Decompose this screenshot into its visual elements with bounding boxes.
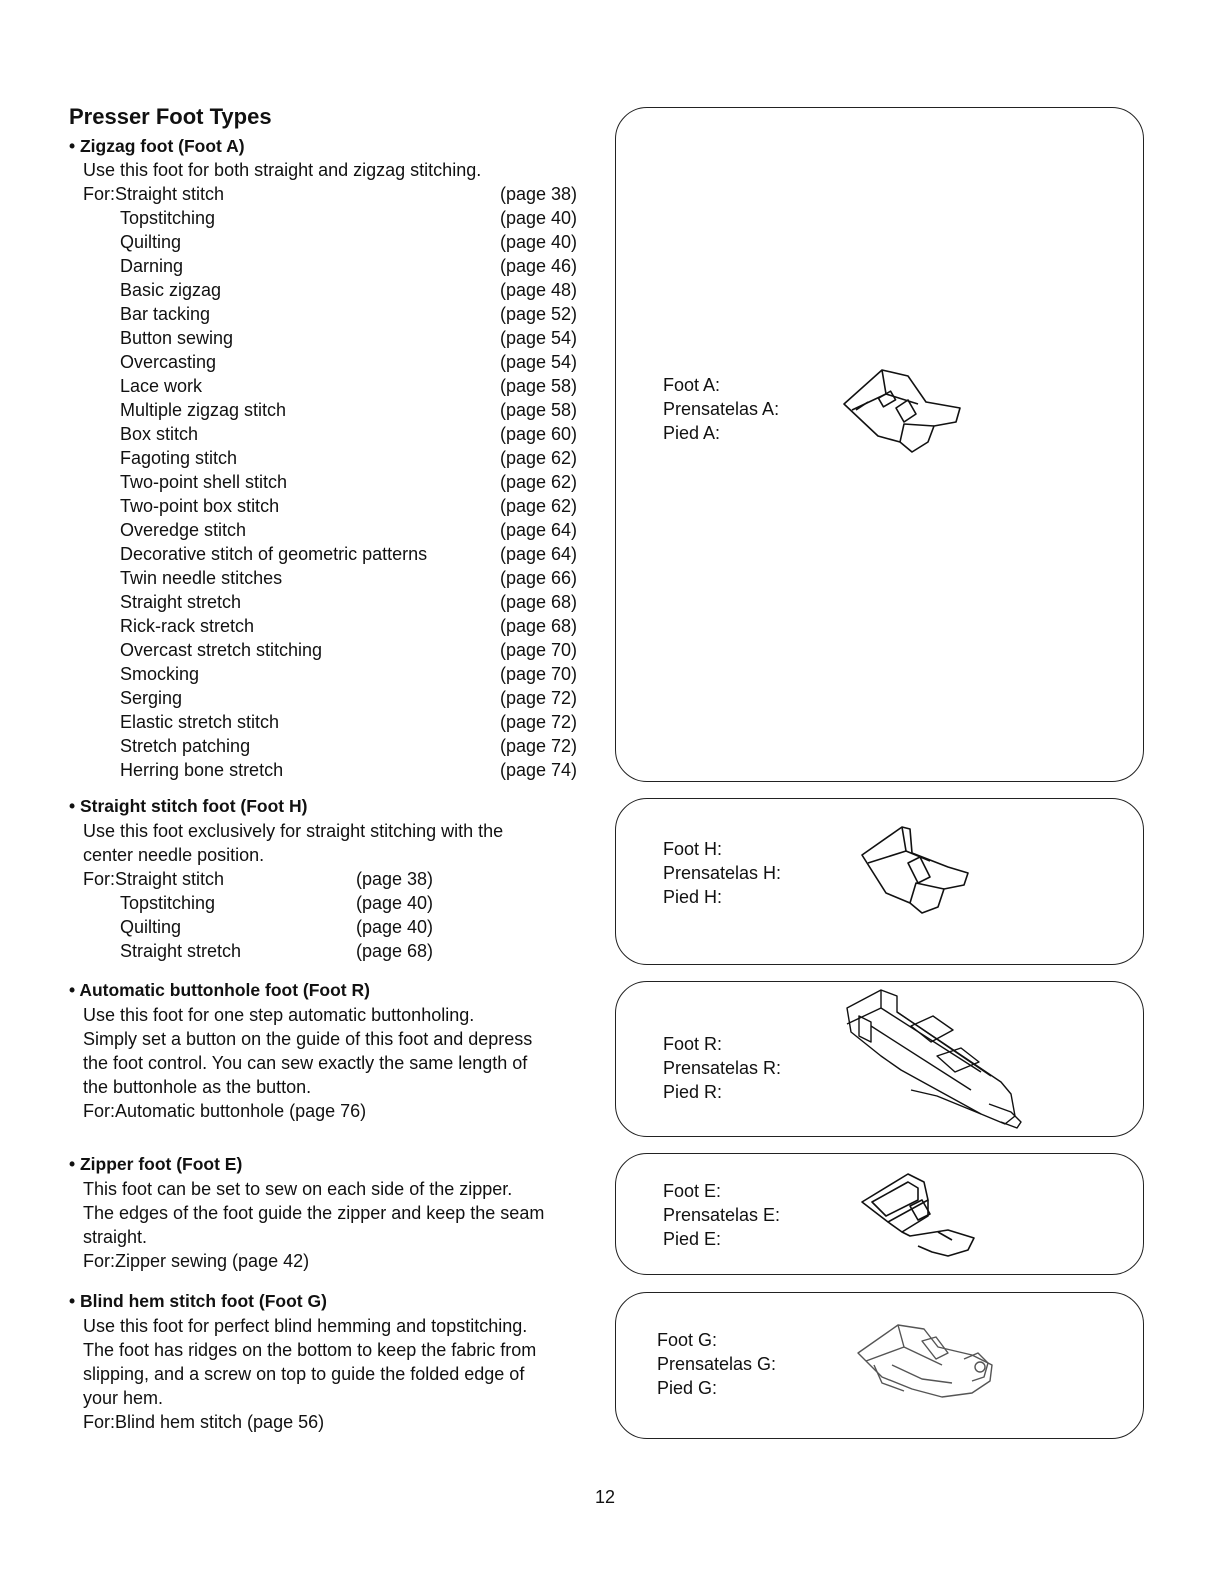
description-line: your hem.	[83, 1388, 164, 1408]
use-label: Stretch patching	[120, 736, 251, 756]
use-page-ref: (page 70)	[500, 664, 578, 684]
figure-label: Prensatelas E:	[663, 1205, 781, 1225]
section-heading-foot-e: • Zipper foot (Foot E)	[69, 1154, 243, 1174]
use-page-ref: (page 46)	[500, 256, 578, 276]
figure-labels-foot-a	[663, 373, 779, 445]
page-title: Presser Foot Types	[69, 104, 272, 129]
use-label: Overcast stretch stitching	[120, 640, 323, 660]
use-page-ref: (page 66)	[500, 568, 578, 588]
use-page-ref: (page 62)	[500, 472, 578, 492]
use-page-ref: (page 54)	[500, 352, 578, 372]
description-line: Use this foot for one step automatic buttonholing.	[83, 1005, 475, 1025]
figure-labels-foot-g	[657, 1328, 776, 1400]
use-label: Darning	[120, 256, 184, 276]
description-line: Use this foot for perfect blind hemming and topstitching.	[83, 1316, 528, 1336]
use-page-ref: (page 38)	[500, 184, 578, 204]
use-label: Fagoting stitch	[120, 448, 238, 468]
use-label: Multiple zigzag stitch	[120, 400, 287, 420]
figure-label: Pied R:	[663, 1082, 723, 1102]
figure-label: Pied E:	[663, 1229, 722, 1249]
use-label: Twin needle stitches	[120, 568, 283, 588]
use-label: Quilting	[120, 917, 182, 937]
use-page-ref: (page 62)	[500, 496, 578, 516]
section-description-foot-e	[83, 1177, 544, 1273]
section-heading-foot-g: • Blind hem stitch foot (Foot G)	[69, 1291, 327, 1311]
section-heading-foot-h: • Straight stitch foot (Foot H)	[69, 796, 308, 816]
use-label: For:Straight stitch	[83, 184, 225, 204]
use-label: Serging	[120, 688, 183, 708]
use-page-ref: (page 40)	[356, 893, 434, 913]
use-label: Two-point box stitch	[120, 496, 280, 516]
section-description-foot-r	[83, 1003, 532, 1123]
use-page-ref: (page 68)	[356, 941, 434, 961]
use-page-ref: (page 72)	[500, 736, 578, 756]
description-line: Use this foot exclusively for straight stitching with the	[83, 821, 504, 841]
use-page-ref: (page 58)	[500, 400, 578, 420]
use-page-ref: (page 64)	[500, 544, 578, 564]
description-line: the foot control. You can sew exactly the same length of	[83, 1053, 528, 1073]
description-line: This foot can be set to sew on each side of the zipper.	[83, 1179, 513, 1199]
use-page-ref: (page 70)	[500, 640, 578, 660]
foot-e-illustration	[858, 1166, 980, 1258]
use-page-ref: (page 38)	[356, 869, 434, 889]
figure-labels-foot-r	[663, 1032, 781, 1104]
use-label: Rick-rack stretch	[120, 616, 255, 636]
foot-r-illustration	[841, 986, 1031, 1134]
foot-a-illustration	[838, 364, 968, 456]
figure-box-foot-g	[615, 1292, 1144, 1439]
figure-label: Foot R:	[663, 1034, 723, 1054]
section-description-foot-g	[83, 1314, 536, 1434]
use-label: Straight stretch	[120, 941, 242, 961]
use-label: Button sewing	[120, 328, 234, 348]
section-description-foot-h	[83, 819, 503, 867]
use-label: Box stitch	[120, 424, 199, 444]
figure-box-foot-r	[615, 981, 1144, 1137]
use-page-ref: (page 74)	[500, 760, 578, 780]
use-page-ref: (page 40)	[500, 208, 578, 228]
use-label: For:Straight stitch	[83, 869, 225, 889]
figure-box-foot-h	[615, 798, 1144, 965]
use-label: Basic zigzag	[120, 280, 222, 300]
use-label: Smocking	[120, 664, 200, 684]
description-line: Simply set a button on the guide of this foot and depress	[83, 1029, 533, 1049]
figure-labels-foot-h	[663, 837, 781, 909]
use-label: Two-point shell stitch	[120, 472, 288, 492]
use-page-ref: (page 40)	[500, 232, 578, 252]
description-line: center needle position.	[83, 845, 265, 865]
description-line: For:Automatic buttonhole (page 76)	[83, 1101, 367, 1121]
use-label: Bar tacking	[120, 304, 211, 324]
description-line: Use this foot for both straight and zigzag stitching.	[83, 160, 482, 180]
figure-label: Prensatelas H:	[663, 863, 782, 883]
use-page-ref: (page 62)	[500, 448, 578, 468]
figure-box-foot-e	[615, 1153, 1144, 1275]
page-number: 12	[594, 1487, 616, 1507]
figure-label: Pied A:	[663, 423, 721, 443]
use-label: Topstitching	[120, 893, 216, 913]
description-line: slipping, and a screw on top to guide the folded edge of	[83, 1364, 525, 1384]
use-page-ref: (page 68)	[500, 592, 578, 612]
use-page-ref: (page 40)	[356, 917, 434, 937]
description-line: For:Blind hem stitch (page 56)	[83, 1412, 325, 1432]
use-page-ref: (page 54)	[500, 328, 578, 348]
use-label: Overedge stitch	[120, 520, 247, 540]
figure-labels-foot-e	[663, 1179, 780, 1251]
description-line: For:Zipper sewing (page 42)	[83, 1251, 310, 1271]
figure-label: Foot E:	[663, 1181, 722, 1201]
figure-label: Prensatelas R:	[663, 1058, 782, 1078]
figure-label: Foot A:	[663, 375, 721, 395]
use-page-ref: (page 58)	[500, 376, 578, 396]
use-page-ref: (page 48)	[500, 280, 578, 300]
use-label: Straight stretch	[120, 592, 242, 612]
use-page-ref: (page 64)	[500, 520, 578, 540]
section-heading-foot-a: • Zigzag foot (Foot A)	[69, 136, 245, 156]
description-line: straight.	[83, 1227, 148, 1247]
use-label: Herring bone stretch	[120, 760, 284, 780]
foot-g-illustration	[852, 1319, 1004, 1405]
section-heading-foot-r: • Automatic buttonhole foot (Foot R)	[69, 980, 370, 1000]
foot-h-illustration	[856, 823, 976, 915]
figure-box-foot-a	[615, 107, 1144, 782]
description-line: the buttonhole as the button.	[83, 1077, 312, 1097]
use-page-ref: (page 68)	[500, 616, 578, 636]
use-label: Lace work	[120, 376, 203, 396]
use-label: Overcasting	[120, 352, 217, 372]
description-line: The edges of the foot guide the zipper and keep the seam	[83, 1203, 545, 1223]
use-label: Topstitching	[120, 208, 216, 228]
use-label: Elastic stretch stitch	[120, 712, 280, 732]
use-label: Decorative stitch of geometric patterns	[120, 544, 428, 564]
figure-label: Foot G:	[657, 1330, 718, 1350]
use-page-ref: (page 52)	[500, 304, 578, 324]
figure-label: Prensatelas A:	[663, 399, 780, 419]
figure-label: Pied G:	[657, 1378, 718, 1398]
use-page-ref: (page 60)	[500, 424, 578, 444]
use-label: Quilting	[120, 232, 182, 252]
section-description-foot-a	[83, 158, 481, 182]
figure-label: Prensatelas G:	[657, 1354, 777, 1374]
figure-label: Foot H:	[663, 839, 723, 859]
description-line: The foot has ridges on the bottom to keep the fabric from	[83, 1340, 537, 1360]
figure-label: Pied H:	[663, 887, 723, 907]
use-page-ref: (page 72)	[500, 688, 578, 708]
use-page-ref: (page 72)	[500, 712, 578, 732]
